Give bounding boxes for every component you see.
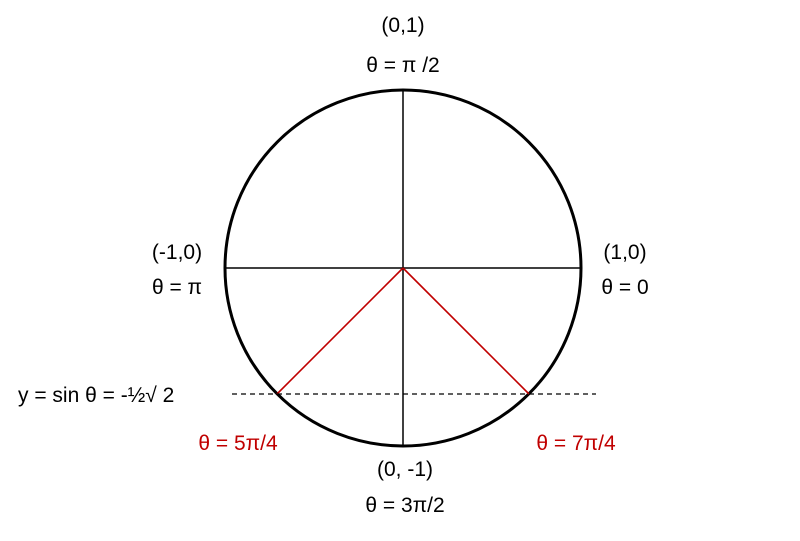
radius-5pi4 xyxy=(277,268,403,394)
angle-5pi4-label: θ = 5π/4 xyxy=(198,432,278,455)
top-angle-label: θ = π /2 xyxy=(366,54,440,77)
left-angle-label: θ = π xyxy=(151,276,203,299)
sine-line-label: y = sin θ = -½√ 2 xyxy=(18,384,175,407)
top-point-label: (0,1) xyxy=(381,14,425,37)
angle-7pi4-label: θ = 7π/4 xyxy=(536,432,616,455)
radius-7pi4 xyxy=(403,268,529,394)
right-angle-label: θ = 0 xyxy=(601,276,649,299)
right-point-label: (1,0) xyxy=(603,241,647,264)
bottom-point-label: (0, -1) xyxy=(376,458,434,481)
bottom-angle-label: θ = 3π/2 xyxy=(365,494,445,517)
left-point-label: (-1,0) xyxy=(151,241,203,264)
